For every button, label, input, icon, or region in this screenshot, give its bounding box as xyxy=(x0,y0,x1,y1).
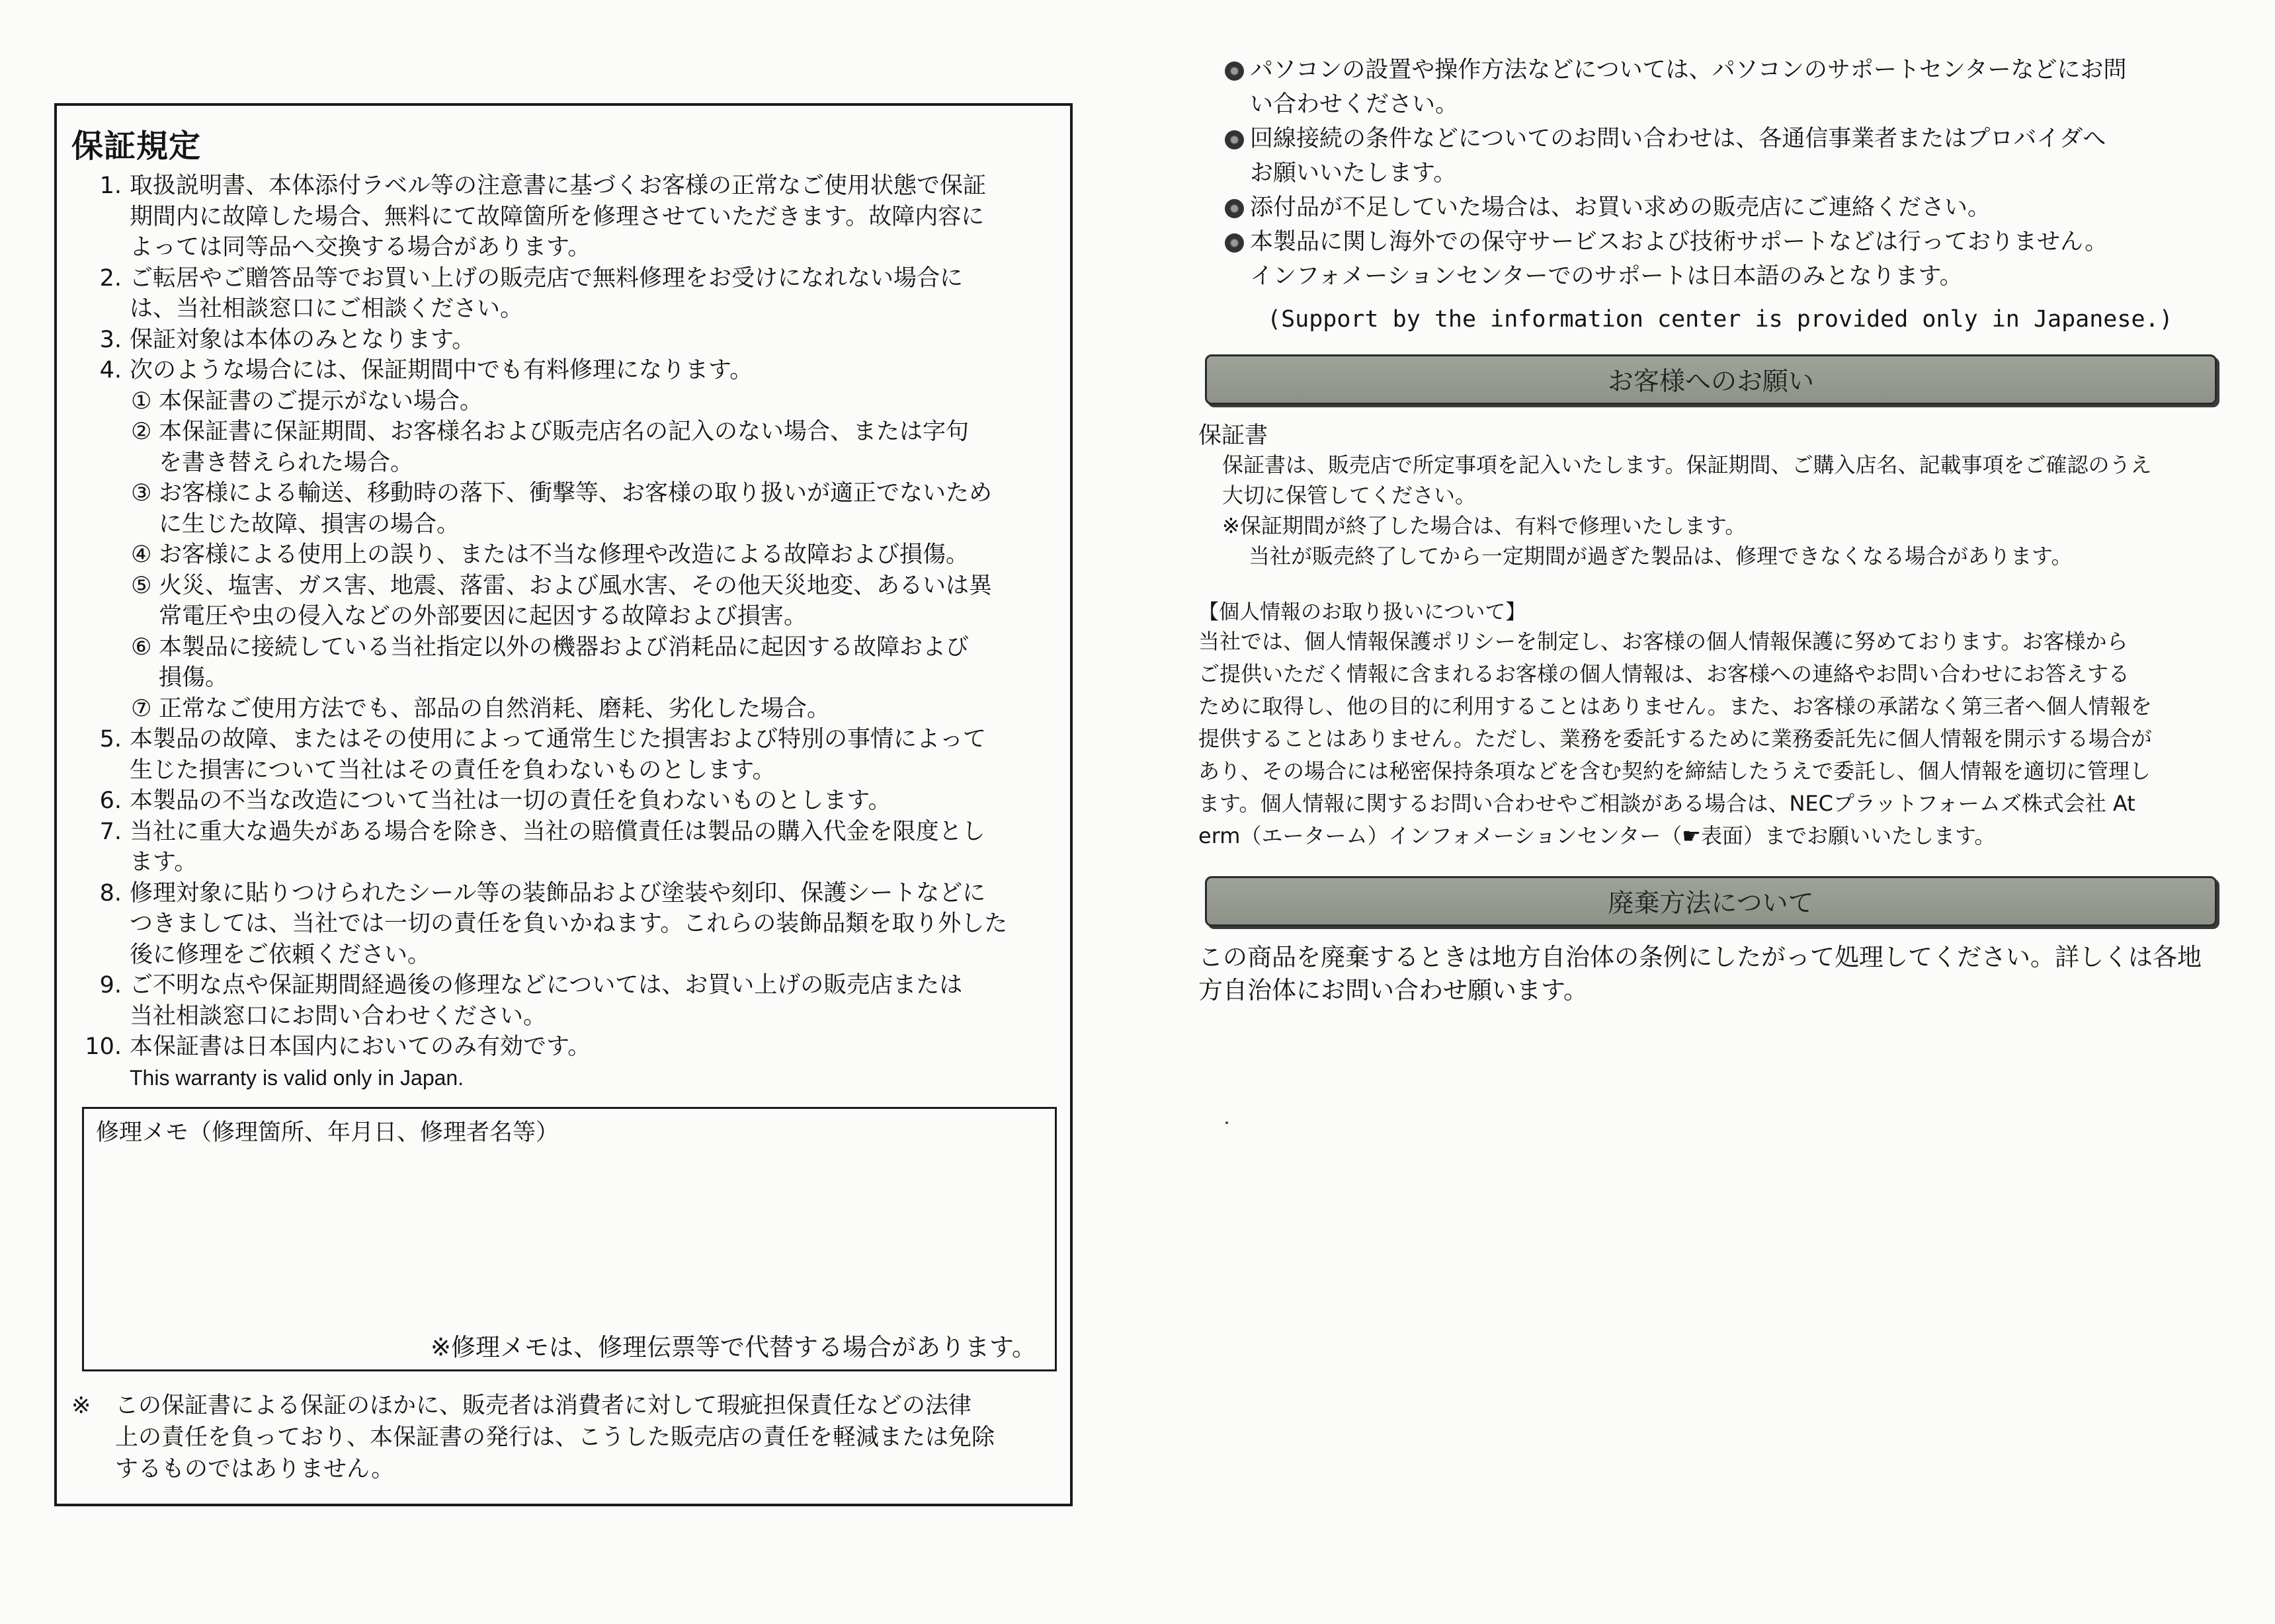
support-english-note: (Support by the information center is provided only in Japanese.) xyxy=(1267,306,2173,333)
repair-memo-note: ※修理メモは、修理伝票等で代替する場合があります。 xyxy=(430,1333,1036,1361)
clause-5: 5. 本製品の故障、またはその使用によって通常生じた損害および特別の事情によって 生じた損害について当社はその責任を負わないものとします。 xyxy=(99,726,987,784)
clause-1: 1. 取扱説明書、本体添付ラベル等の注意書に基づくお客様の正常なご使用状態で保証 期間内に故障した場合、無料にて故障箇所を修理させていただきます。故障内容に よっては同等品へ交換する場合があります。 xyxy=(99,173,987,261)
section-header-customer-request: お客様へのお願い xyxy=(1205,354,2217,405)
support-bullets xyxy=(1225,53,2230,294)
note-mark: ※ xyxy=(71,1393,91,1419)
bullet-pc-support: パソコンの設置や操作方法などについては、パソコンのサポートセンターなどにお問 い合わせください。 xyxy=(1225,53,2230,122)
sub-item-7: ⑦ 正常なご使用方法でも、部品の自然消耗、磨耗、劣化した場合。 xyxy=(131,695,831,722)
seller-liability-footnote: ※ この保証書による保証のほかに、販売者は消費者に対して瑕疵担保責任などの法律 上の責任を負っており、本保証書の発行は、こうした販売店の責任を軽減または免除 するものではありません。 xyxy=(71,1390,1050,1485)
clause-7: 7. 当社に重大な過失がある場合を除き、当社の賠償責任は製品の購入代金を限度とし ます。 xyxy=(99,818,985,875)
clause-4: 4. 次のような場合には、保証期間中でも有料修理になります。 xyxy=(99,357,753,384)
warranty-regulations-box xyxy=(54,103,1073,1506)
print-speck xyxy=(1225,1121,1228,1124)
clause-2: 2. ご転居やご贈答品等でお買い上げの販売店で無料修理をお受けになれない場合に は、当社相談窓口にご相談ください。 xyxy=(99,264,964,322)
sub-item-2: ② 本保証書に保証期間、お客様名および販売店名の記入のない場合、または字句 を書き替えられた場合。 xyxy=(131,419,970,476)
clause-10: 10. 本保証書は日本国内においてのみ有効です。 This warranty is valid only in Japan. xyxy=(82,1032,1048,1093)
sub-item-1: ① 本保証書のご提示がない場合。 xyxy=(131,387,483,415)
privacy-heading: 【個人情報のお取り扱いについて】 xyxy=(1198,600,1526,624)
bullet-icon xyxy=(1225,199,1244,218)
bullet-missing-accessories: 添付品が不足していた場合は、お買い求めの販売店にご連絡ください。 xyxy=(1225,190,2230,225)
repair-memo-title: 修理メモ（修理箇所、年月日、修理者名等） xyxy=(96,1119,559,1146)
clause-9: 9. ご不明な点や保証期間経過後の修理などについては、お買い上げの販売店または 当社相談窓口にお問い合わせください。 xyxy=(99,972,963,1030)
sub-item-6: ⑥ 本製品に接続している当社指定以外の機器および消耗品に起因する故障および 損傷。 xyxy=(131,633,970,691)
warranty-clauses xyxy=(82,171,1048,1093)
warranty-card-text: 保証書は、販売店で所定事項を記入いたします。保証期間、ご購入店名、記載事項をご確認のうえ 大切に保管してください。 ※保証期間が終了した場合は、有料で修理いたします。 当社が販売終了してから一定期間が過ぎた製品は、修理できなくなる場合があります。 xyxy=(1222,452,2152,569)
warranty-card-heading: 保証書 xyxy=(1198,423,1268,449)
section-header-disposal: 廃棄方法について xyxy=(1205,876,2217,926)
clause-8: 8. 修理対象に貼りつけられたシール等の装飾品および塗装や刻印、保護シートなどに つきましては、当社では一切の責任を負いかねます。これらの装飾品類を取り外した 後に修理をご依頼ください。 xyxy=(99,879,1008,968)
english-validity-note: This warranty is valid only in Japan. xyxy=(130,1065,464,1090)
clause-6: 6. 本製品の不当な改造について当社は一切の責任を負わないものとします。 xyxy=(99,788,891,814)
bullet-icon xyxy=(1225,130,1244,149)
bullet-icon xyxy=(1225,61,1244,81)
bullet-icon xyxy=(1225,233,1244,253)
bullet-overseas-support: 本製品に関し海外での保守サービスおよび技術サポートなどは行っておりません。 インフォメーションセンターでのサポートは日本語のみとなります。 xyxy=(1225,225,2230,294)
disposal-text: この商品を廃棄するときは地方自治体の条例にしたがって処理してください。詳しくは各地 方自治体にお問い合わせ願います。 xyxy=(1198,943,2202,1004)
warranty-title: 保証規定 xyxy=(71,128,202,165)
repair-memo-box xyxy=(82,1107,1057,1371)
clause-3: 3. 保証対象は本体のみとなります。 xyxy=(99,326,476,353)
sub-item-5: ⑤ 火災、塩害、ガス害、地震、落雷、および風水害、その他天災地変、あるいは異 常電圧や虫の侵入などの外部要因に起因する故障および損害。 xyxy=(131,572,993,629)
sub-item-4: ④ お客様による使用上の誤り、または不当な修理や改造による故障および損傷。 xyxy=(131,542,970,568)
bullet-line-connection: 回線接続の条件などについてのお問い合わせは、各通信事業者またはプロバイダへ お願いいたします。 xyxy=(1225,122,2230,190)
sub-item-3: ③ お客様による輸送、移動時の落下、衝撃等、お客様の取り扱いが適正でないため に生じた故障、損害の場合。 xyxy=(131,480,993,538)
privacy-text: 当社では、個人情報保護ポリシーを制定し、お客様の個人情報保護に努めております。お客様から ご提供いただく情報に含まれるお客様の個人情報は、お客様への連絡やお問い合わせにお答えする ために取得し、他の目的に利用することはありません。また、お客様の承諾なく第三者へ個人情報を 提供することはありません。ただし、業務を委託するために業務委託先に個人情報を開示する場合が あり、その場合には秘密保持条項などを含む契約を締結したうえで委託し、個人情報を適切に管理し ます。個人情報に関するお問い合わせやご相談がある場合は、NECプラットフォームズ株式会社 At erm（エーターム）インフォメーションセンター（☛表面）までお願いいたします。 xyxy=(1198,629,2152,848)
